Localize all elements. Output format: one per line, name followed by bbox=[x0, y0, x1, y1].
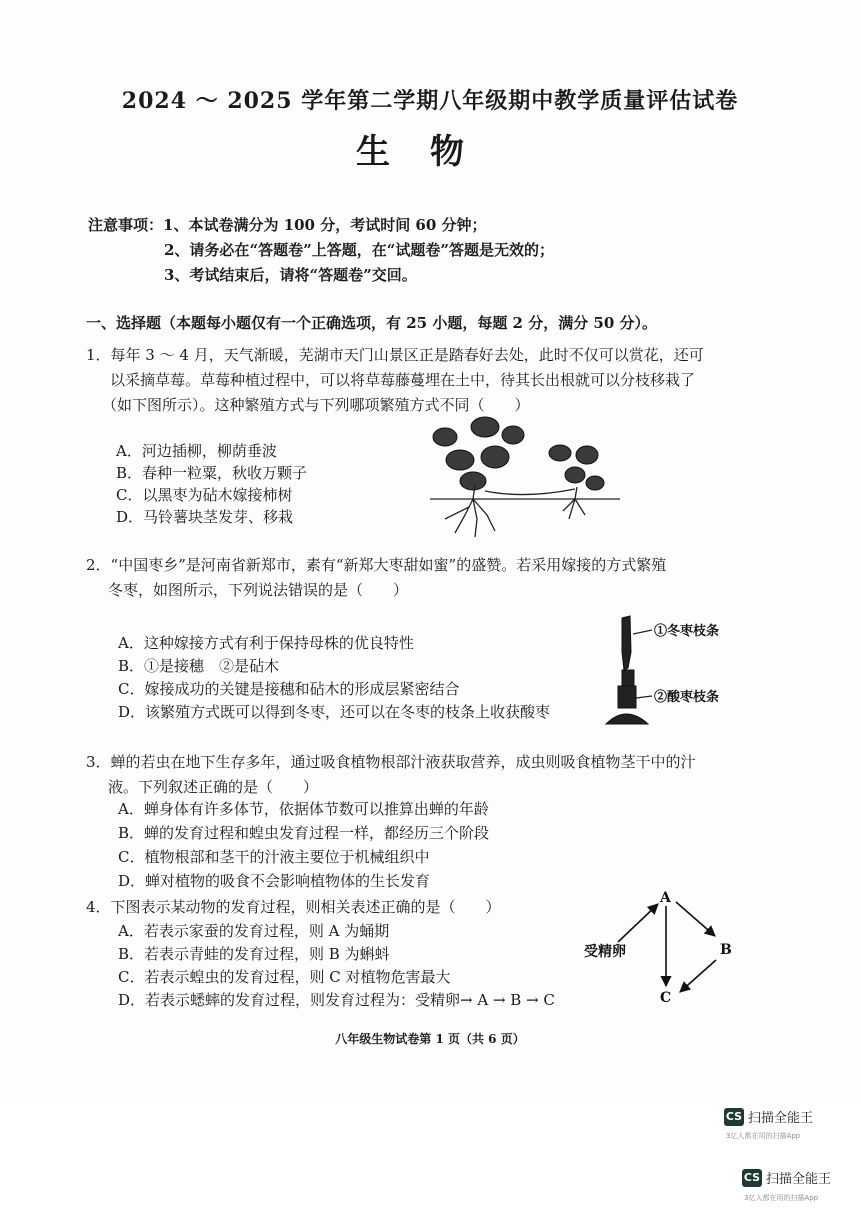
scanner-watermark bbox=[724, 1107, 813, 1126]
notes-label: 注意事项： bbox=[88, 216, 164, 234]
section-heading: 一、选择题（本题每小题仅有一个正确选项，有 25 小题，每题 2 分，满分 50 分）。 bbox=[86, 314, 658, 332]
option-d: D．马铃薯块茎发芽、移栽 bbox=[116, 508, 294, 526]
option-a: A．若表示家蚕的发育过程，则 A 为蛹期 bbox=[118, 922, 390, 940]
page-footer: 八年级生物试卷第 1 页（共 6 页） bbox=[335, 1032, 525, 1046]
option-a: A．蝉身体有许多体节，依据体节数可以推算出蝉的年龄 bbox=[118, 800, 489, 818]
option-a: A．这种嫁接方式有利于保持母株的优良特性 bbox=[118, 634, 414, 652]
stem-line: 液。下列叙述正确的是（ ） bbox=[108, 778, 319, 796]
strawberry-plant-illustration bbox=[425, 415, 625, 540]
option-c: C．嫁接成功的关键是接穗和砧木的形成层紧密结合 bbox=[118, 680, 460, 698]
watermark-name: 扫描全能王 bbox=[748, 1111, 814, 1126]
option-d: D．若表示蟋蟀的发育过程，则发育过程为：受精卵→ A → B → C bbox=[118, 991, 555, 1009]
cs-logo-icon: CS bbox=[742, 1169, 762, 1187]
option-a: A．河边插柳，柳荫垂波 bbox=[116, 442, 277, 460]
option-d: D．该繁殖方式既可以得到冬枣，还可以在冬枣的枝条上收获酸枣 bbox=[118, 703, 551, 721]
grafting-illustration bbox=[600, 612, 740, 730]
stem-line: 以采摘草莓。草莓种植过程中，可以将草莓藤蔓埋在土中，待其长出根就可以分枝移栽了 bbox=[110, 371, 696, 389]
option-c: C．植物根部和茎干的汁液主要位于机械组织中 bbox=[118, 848, 430, 866]
label-rootstock: ②酸枣枝条 bbox=[654, 690, 720, 705]
node-a: A bbox=[660, 890, 671, 906]
option-b: B．若表示青蛙的发育过程，则 B 为蝌蚪 bbox=[118, 945, 390, 963]
option-b: B．春种一粒粟，秋收万颗子 bbox=[116, 464, 308, 482]
exam-title: 2024 ～ 2025 学年第二学期八年级期中教学质量评估试卷 bbox=[121, 88, 739, 114]
option-c: C．若表示蝗虫的发育过程，则 C 对植物危害最大 bbox=[118, 968, 451, 986]
option-d: D．蝉对植物的吸食不会影响植物体的生长发育 bbox=[118, 872, 431, 890]
watermark-subtitle: 3亿人都在用的扫描App bbox=[726, 1132, 801, 1140]
subject-title: 生物 bbox=[356, 132, 504, 172]
cs-logo-icon: CS bbox=[724, 1108, 744, 1126]
stem-line: 冬枣，如图所示，下列说法错误的是（ ） bbox=[108, 581, 409, 599]
stem-line: 3．蝉的若虫在地下生存多年，通过吸食植物根部汁液获取营养，成虫则吸食植物茎干中的汁 bbox=[86, 753, 696, 771]
question-3-stem bbox=[86, 750, 786, 800]
option-b: B．①是接穗 ②是砧木 bbox=[118, 657, 280, 675]
option-c: C．以黑枣为砧木嫁接柿树 bbox=[116, 486, 293, 504]
stem-line: 1．每年 3 ～ 4 月，天气渐暖，芜湖市天门山景区正是踏春好去处，此时不仅可以赏花，还可 bbox=[86, 346, 704, 364]
watermark-subtitle: 3亿人都在用的扫描App bbox=[744, 1194, 819, 1202]
stem-line: 2．“中国枣乡”是河南省新郑市，素有“新郑大枣甜如蜜”的盛赞。若采用嫁接的方式繁殖 bbox=[86, 556, 667, 574]
notes-block bbox=[88, 213, 554, 288]
watermark-name: 扫描全能王 bbox=[766, 1172, 832, 1187]
question-2-stem bbox=[86, 553, 786, 603]
scanner-watermark bbox=[742, 1168, 831, 1187]
question-1-stem bbox=[86, 343, 776, 418]
life-cycle-diagram bbox=[580, 882, 750, 1007]
note-item: 3、考试结束后，请将“答题卷”交回。 bbox=[164, 266, 417, 284]
stem-line: （如下图所示）。这种繁殖方式与下列哪项繁殖方式不同（ ） bbox=[102, 396, 530, 414]
node-c: C bbox=[660, 990, 672, 1006]
label-scion: ①冬枣枝条 bbox=[654, 624, 720, 639]
note-item: 1、本试卷满分为 100 分，考试时间 60 分钟； bbox=[163, 216, 487, 234]
option-b: B．蝉的发育过程和蝗虫发育过程一样，都经历三个阶段 bbox=[118, 824, 490, 842]
node-egg: 受精卵 bbox=[584, 944, 626, 960]
stem-line: 4．下图表示某动物的发育过程，则相关表述正确的是（ ） bbox=[86, 898, 501, 916]
node-b: B bbox=[720, 942, 732, 958]
note-item: 2、请务必在“答题卷”上答题，在“试题卷”答题是无效的； bbox=[164, 241, 554, 259]
